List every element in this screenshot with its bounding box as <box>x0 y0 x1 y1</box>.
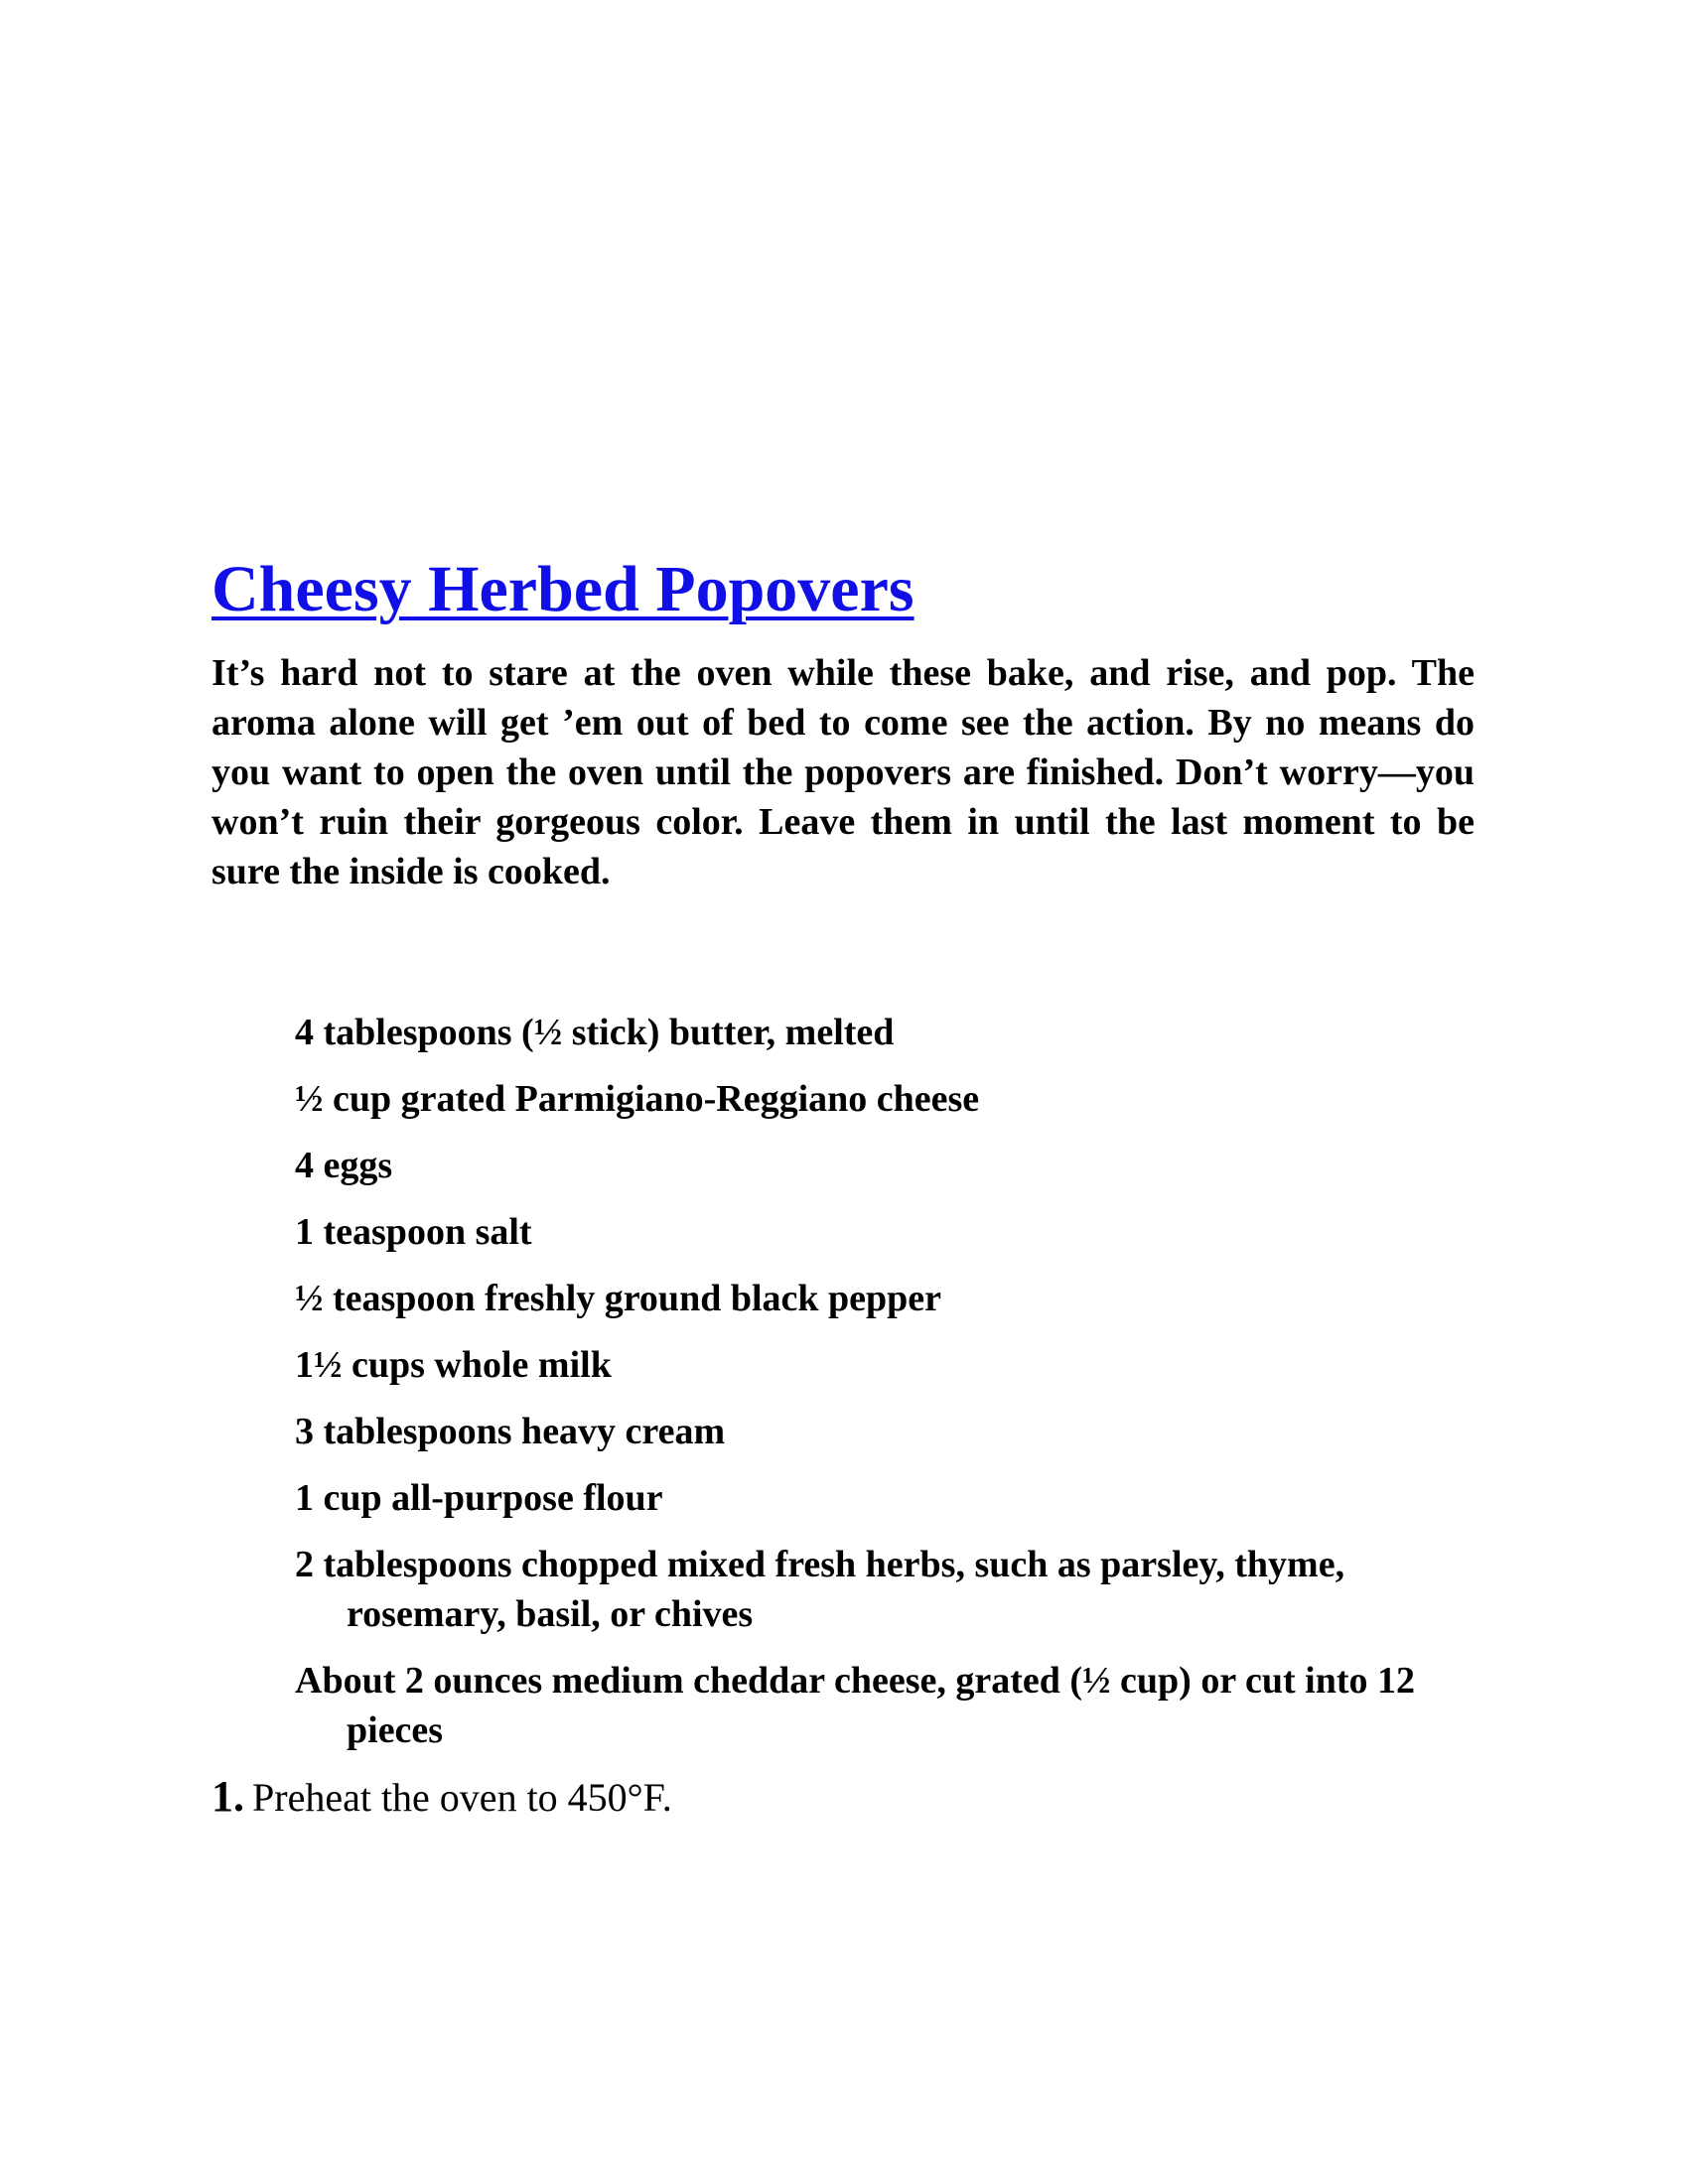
ingredient-item: About 2 ounces medium cheddar cheese, grated (½ cup) or cut into 12 pieces <box>295 1660 1415 1751</box>
method-step <box>211 1772 1475 1823</box>
ingredient-item: ½ teaspoon freshly ground black pepper <box>295 1278 942 1319</box>
ingredient-list <box>211 1008 1475 1755</box>
ingredient-item: 2 tablespoons chopped mixed fresh herbs, such as parsley, thyme, rosemary, basil, or chives <box>295 1544 1345 1635</box>
ingredient-item: 1 teaspoon salt <box>295 1211 532 1253</box>
ingredient-item: 1 cup all-purpose flour <box>295 1477 663 1519</box>
recipe-title-link[interactable]: Cheesy Herbed Popovers <box>211 553 914 625</box>
ingredient-item: 4 tablespoons (½ stick) butter, melted <box>295 1012 895 1053</box>
ingredient-item: ½ cup grated Parmigiano-Reggiano cheese <box>295 1078 980 1120</box>
step-number: 1. <box>211 1772 244 1821</box>
ingredient-item: 4 eggs <box>295 1145 393 1186</box>
ingredient-item: 3 tablespoons heavy cream <box>295 1411 726 1452</box>
ingredient-item: 1½ cups whole milk <box>295 1344 612 1386</box>
step-text: Preheat the oven to 450°F. <box>252 1775 672 1820</box>
recipe-page <box>211 551 1475 1823</box>
recipe-intro: It’s hard not to stare at the oven while these bake, and rise, and pop. The aroma alone will get ’em out of bed to come see the action. By no means do you want to open the oven until the popovers are finished. Don’t worry—you won’t ruin their gorgeous color. Leave them in until the last moment to be sure the inside is cooked. <box>211 652 1475 892</box>
